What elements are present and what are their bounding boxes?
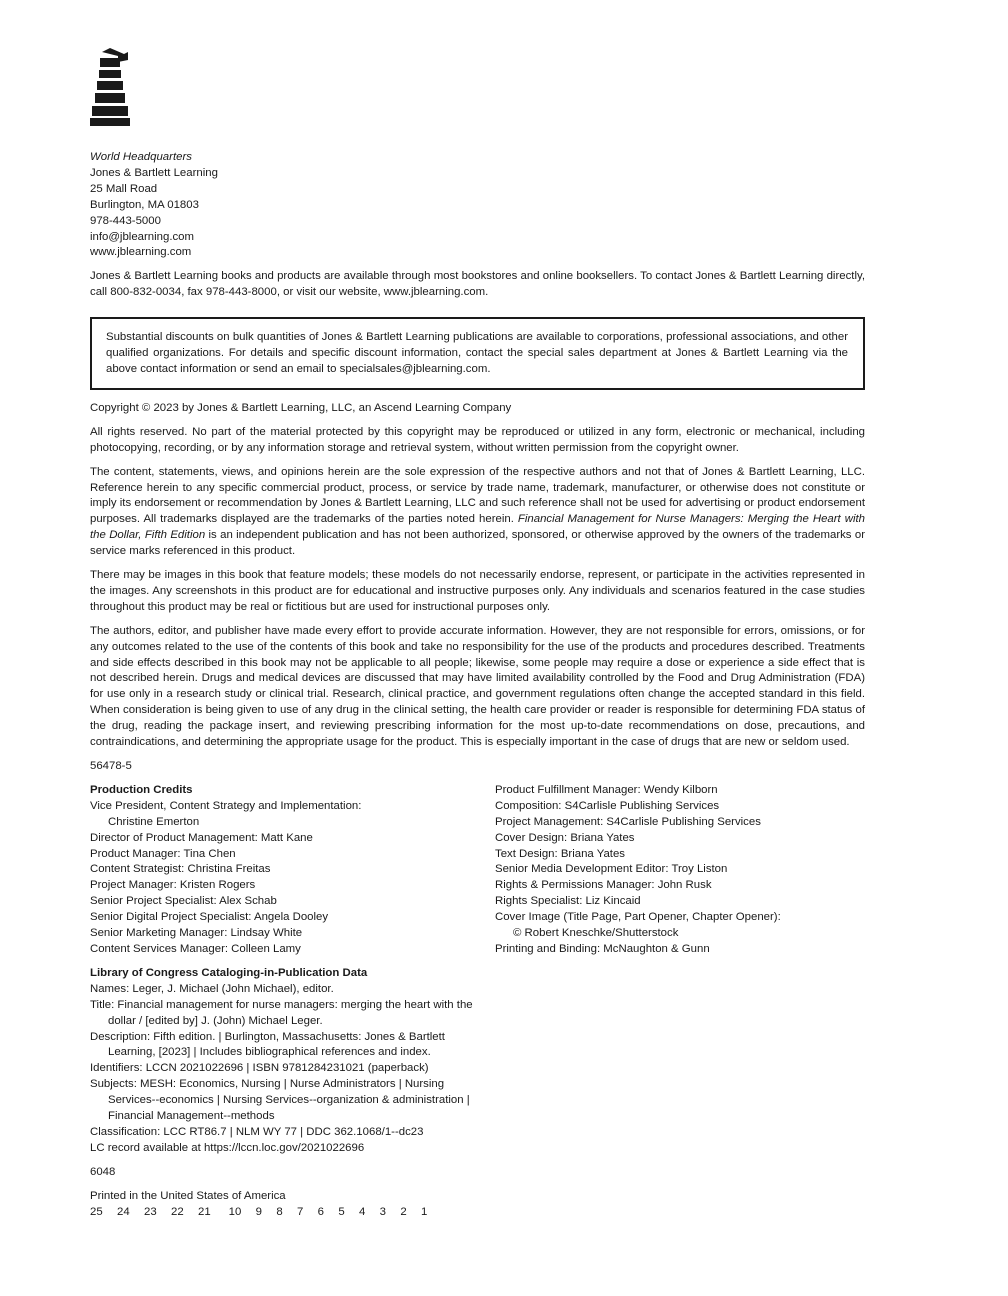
credit-line: © Robert Kneschke/Shutterstock (513, 927, 679, 940)
address-line: info@jblearning.com (90, 230, 195, 243)
images-paragraph: There may be images in this book that feature models; these models do not necessarily endorse, represent, or participate in the activities represented in the images. Any screenshots in this product are for educational and instructive purposes only. Any individuals and scenarios featured in the case studies throughout this product may be real or fictitious but are used for instructional purposes only. (90, 569, 865, 613)
credits-heading: Production Credits (90, 783, 193, 796)
cip-line: Title: Financial management for nurse managers: merging the heart with the (90, 998, 473, 1011)
credit-line: Rights Specialist: Liz Kincaid (495, 895, 641, 908)
cip-line: Identifiers: LCCN 2021022696 | ISBN 9781284231021 (paperback) (90, 1062, 429, 1075)
address-line: 25 Mall Road (90, 182, 158, 195)
discount-box: Substantial discounts on bulk quantities of Jones & Bartlett Learning publications are available to corporations, professional associations, and other qualified organizations. For details and specific discount information, contact the special sales department at Jones & Bartlett Learning via the above contact information or send an email to specialsales@jblearning.com. (90, 317, 865, 390)
credits-left-column (90, 783, 495, 958)
credits-right-column (495, 783, 865, 958)
credit-line: Content Strategist: Christina Freitas (90, 863, 271, 876)
copyright-line: Copyright © 2023 by Jones & Bartlett Learning, LLC, an Ascend Learning Company (90, 401, 512, 414)
cip-line: LC record available at https://lccn.loc.gov/2021022696 (90, 1141, 365, 1154)
cip-line: dollar / [edited by] J. (John) Michael Leger. (108, 1014, 323, 1027)
book-title: Financial Management for Nurse Managers: Merging the Heart with the Dollar, Fifth Edition (90, 513, 866, 542)
credit-line: Cover Image (Title Page, Part Opener, Chapter Opener): (495, 911, 781, 924)
credit-line: Senior Digital Project Specialist: Angela Dooley (90, 911, 329, 924)
address-line: www.jblearning.com (90, 246, 192, 259)
credit-line: Project Management: S4Carlisle Publishing Services (495, 815, 761, 828)
credit-line: Senior Project Specialist: Alex Schab (90, 895, 277, 908)
year-sequence: 25 24 23 22 21 (90, 1205, 211, 1218)
credit-line: Printing and Binding: McNaughton & Gunn (495, 942, 710, 955)
credit-line: Senior Marketing Manager: Lindsay White (90, 927, 303, 940)
cip-line: Subjects: MESH: Economics, Nursing | Nurse Administrators | Nursing (90, 1078, 445, 1091)
credit-line: Director of Product Management: Matt Kane (90, 831, 313, 844)
availability-paragraph: Jones & Bartlett Learning books and products are available through most bookstores and online booksellers. To contact Jones & Bartlett Learning directly, call 800-832-0034, fax 978-443-8000, or visit our website, www.jblearning.com. (90, 270, 865, 299)
job-code: 6048 (90, 1165, 116, 1178)
credit-line: Cover Design: Briana Yates (495, 831, 635, 844)
address-line: Jones & Bartlett Learning (90, 166, 218, 179)
print-number-sequence: 10 9 8 7 6 5 4 3 2 1 (228, 1205, 428, 1218)
cip-line: Services--economics | Nursing Services--organization & administration | (108, 1094, 470, 1107)
production-credits (90, 783, 865, 958)
product-code: 56478-5 (90, 760, 132, 772)
address-heading: World Headquarters (90, 151, 192, 163)
rights-paragraph: All rights reserved. No part of the material protected by this copyright may be reproduced or utilized in any form, electronic or mechanical, including photocopying, recording, or by any information storage and retrieval system, without written permission from the copyright owner. (90, 425, 865, 454)
disclaimer-text: is an independent publication and has not been authorized, sponsored, or otherwise approved by the owners of the trademarks or service marks referenced in this product. (90, 529, 865, 558)
lighthouse-logo-icon (88, 48, 132, 126)
credit-line: Product Fulfillment Manager: Wendy Kilborn (495, 783, 718, 796)
cip-data (90, 966, 530, 1157)
cip-line: Names: Leger, J. Michael (John Michael), editor. (90, 982, 334, 995)
copyright-page (90, 150, 865, 1220)
credit-line: Senior Media Development Editor: Troy Liston (495, 863, 728, 876)
disclaimer-text: The content, statements, views, and opinions herein are the sole expression of the respective authors and not that of Jones & Bartlett Learning, LLC. Reference herein to any specific commercial product, process, or service by trade name, trademark, manufacturer, or otherwise does not constitute or imply its endorsement or recommendation by Jones & Bartlett Learning, LLC and such reference shall not be used for advertising or product endorsement purposes. All trademarks displayed are the trademarks of the parties noted herein. (90, 465, 865, 526)
credit-line: Content Services Manager: Colleen Lamy (90, 942, 301, 955)
credit-line: Product Manager: Tina Chen (90, 847, 236, 860)
credit-line: Composition: S4Carlisle Publishing Services (495, 799, 720, 812)
cip-line: Classification: LCC RT86.7 | NLM WY 77 | DDC 362.1068/1--dc23 (90, 1125, 424, 1138)
cip-heading: Library of Congress Cataloging-in-Publication Data (90, 966, 368, 979)
headquarters-address (90, 150, 865, 261)
credit-line: Project Manager: Kristen Rogers (90, 879, 256, 892)
cip-line: Description: Fifth edition. | Burlington, Massachusetts: Jones & Bartlett (90, 1030, 445, 1043)
credit-line: Text Design: Briana Yates (495, 847, 626, 860)
cip-line: Learning, [2023] | Includes bibliographical references and index. (108, 1046, 431, 1059)
credit-line: Vice President, Content Strategy and Implementation: (90, 799, 362, 812)
printed-in: Printed in the United States of America (90, 1189, 286, 1202)
address-line: Burlington, MA 01803 (90, 198, 199, 211)
printing-line (90, 1205, 865, 1221)
disclaimer-paragraph (90, 465, 865, 560)
cip-line: Financial Management--methods (108, 1110, 275, 1123)
credit-line: Christine Emerton (108, 815, 200, 828)
medical-paragraph: The authors, editor, and publisher have made every effort to provide accurate information. However, they are not responsible for errors, omissions, or for any outcomes related to the use of the contents of this book and take no responsibility for the use of the products and procedures described. Treatments and side effects described in this book may not be applicable to all people; likewise, some people may require a dose or experience a side effect that is not described herein. Drugs and medical devices are discussed that may have limited availability controlled by the Food and Drug Administration (FDA) for use only in a research study or clinical trial. Research, clinical practice, and government regulations often change the accepted standard in this field. When consideration is being given to use of any drug in the clinical setting, the health care provider or reader is responsible for determining FDA status of the drug, reading the package insert, and reviewing prescribing information for the most up-to-date recommendations on dose, precautions, and contraindications, and determining the appropriate usage for the product. This is especially important in the case of drugs that are new or seldom used. (90, 624, 865, 749)
address-line: 978-443-5000 (90, 214, 161, 227)
credit-line: Rights & Permissions Manager: John Rusk (495, 879, 712, 892)
